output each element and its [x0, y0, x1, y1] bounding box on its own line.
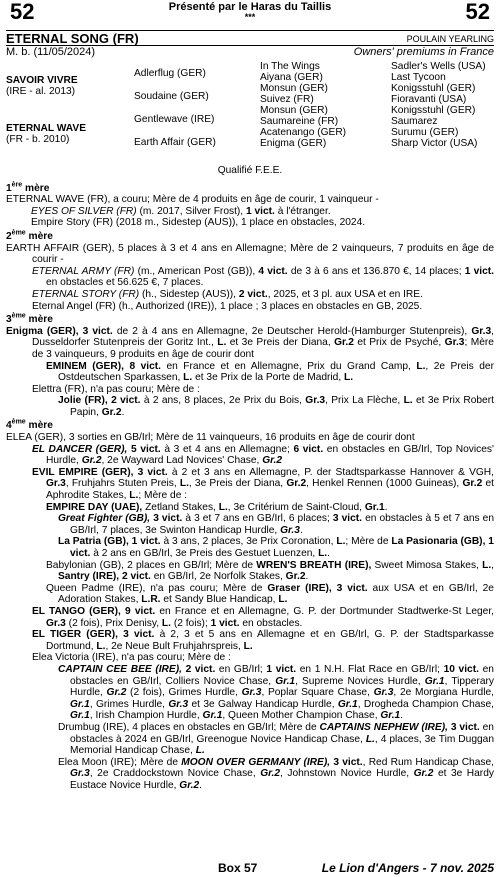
- section-title: 1ère mère: [6, 181, 50, 194]
- stars-rating: ***: [244, 12, 256, 22]
- produce-record: La Patria (GB), 1 vict. à 3 ans, 2 places, 3e Prix Coronation, L.; Mère de La Pasionaria (GB), 1 vict. à 2 ans en GB/Irl, 3e Preis des Gestuet Luenzen, L..: [58, 536, 494, 559]
- box-number: Box 57: [218, 861, 258, 875]
- produce-record: Great Fighter (GB), 3 vict. à 3 et 7 ans en GB/Irl, 6 places; 3 vict. en obstacles à 5 et 7 ans en GB/Irl, 7 places, 3e Swinton Handicap Hurdle, Gr.3.: [58, 513, 495, 536]
- pedigree-gen4: Fioravanti (USA): [391, 94, 467, 105]
- pedigree-gen4: Last Tycoon: [391, 72, 446, 83]
- produce-record: EL DANCER (GER), 5 vict. à 3 et 4 ans en Allemagne; 6 vict. en obstacles en GB/Irl, Top Novices' Hurdle, Gr.2, 2e Wayward Lad Novices' Chase, Gr.2: [32, 443, 494, 467]
- dam-detail: (FR - b. 2010): [6, 134, 70, 145]
- qualification-note: Qualifié F.E.E.: [217, 165, 283, 176]
- owners-premiums-note: Owners' premiums in France: [353, 46, 494, 58]
- pedigree-gen3: Saumareine (FR): [260, 116, 339, 127]
- pedigree-table: [6, 62, 494, 160]
- horse-description: M. b. (11/05/2024): [6, 46, 96, 58]
- section-fourth-dam: [6, 420, 494, 791]
- sire-name: SAVOIR VIVRE: [6, 75, 78, 86]
- dam-record: ETERNAL WAVE (FR), a couru; Mère de 4 produits en âge de courir, 1 vainqueur -: [6, 194, 379, 206]
- produce-record: Empire Story (FR) (2018 m., Sidestep (AUS)), 1 place en obstacles, 2024.: [31, 217, 366, 229]
- produce-record: EL TANGO (GER), 9 vict. en France et en Allemagne, G. P. der Dortmunder Stadtwerke-St Leger, Gr.3 (2 fois), Prix Denisy, L. (2 fois); 1 vict. en obstacles.: [32, 605, 494, 629]
- pedigree-gen4: Surumu (GER): [391, 127, 459, 138]
- produce-record: Elea Moon (IRE); Mère de MOON OVER GERMANY (IRE), 3 vict., Red Rum Handicap Chase, Gr.3, 2e Craddockstown Novice Chase, Gr.2, Johnstown Novice Hurdle, Gr.2 et 3e Hardy Eustace Novice Hurdle, Gr.2.: [58, 756, 494, 791]
- produce-record: Queen Padme (IRE), n'a pas couru; Mère de Graser (IRE), 3 vict. aux USA et en GB/Irl, 2e Adoration Stakes, L.R. et Sandy Blue Handicap, L.: [46, 582, 494, 606]
- pedigree-gen3: Acatenango (GER): [260, 127, 347, 138]
- dam-record: ELEA (GER), 3 sorties en GB/Irl; Mère de 11 vainqueurs, 16 produits en âge de courir dont: [6, 432, 415, 444]
- pedigree-gen3: Enigma (GER): [260, 138, 327, 149]
- pedigree-gen2: Adlerflug (GER): [134, 68, 206, 79]
- presenter-line: Présenté par le Haras du Taillis: [168, 1, 332, 13]
- produce-record: ETERNAL STORY (FR) (h., Sidestep (AUS)), 2 vict., 2025, et 3 pl. aux USA et en IRE.: [32, 288, 423, 300]
- section-first-dam: [6, 183, 494, 229]
- pedigree-gen4: Konigsstuhl (GER): [391, 83, 476, 94]
- produce-record: Elea Victoria (IRE), n'a pas couru; Mère de :: [32, 652, 231, 664]
- pedigree-gen4: Konigsstuhl (GER): [391, 105, 476, 116]
- dam-record: EARTH AFFAIR (GER), 5 places à 3 et 4 ans en Allemagne; Mère de 2 vainqueurs, 7 produits en âge de courir -: [6, 242, 494, 266]
- catalogue-page: [6, 2, 494, 793]
- produce-record: Elettra (FR), n'a pas couru; Mère de :: [32, 383, 200, 395]
- produce-record: EYES OF SILVER (FR) (m. 2017, Silver Frost), 1 vict. à l'étranger.: [31, 205, 331, 217]
- horse-title-bar: [6, 30, 494, 56]
- produce-record: Enigma (GER), 3 vict. de 2 à 4 ans en Allemagne, 2e Deutscher Herold-(Hamburger Stutenpreis), Gr.3, Dusseldorfer Stutenpreis der Goritz Int., L. et 3e Preis der Diana, Gr.2 et Prix de Psyché, Gr.3; Mère de 3 vainqueurs, 9 produits en âge de courir dont: [6, 325, 494, 360]
- section-title: 2ème mère: [6, 229, 53, 242]
- produce-record: Babylonian (GB), 2 places en GB/Irl; Mère de WREN'S BREATH (IRE), Sweet Mimosa Stakes, L., Santry (IRE), 2 vict. en GB/Irl, 2e Norfolk Stakes, Gr.2.: [46, 559, 494, 583]
- pedigree-gen3: Aiyana (GER): [260, 72, 323, 83]
- pedigree-gen4: Sadler's Wells (USA): [391, 61, 486, 72]
- pedigree-gen2: Earth Affair (GER): [134, 137, 216, 148]
- produce-record: Eternal Angel (FR) (h., Authorized (IRE)), 1 place ; 3 places en obstacles en GB, 2025.: [32, 300, 423, 312]
- section-second-dam: [6, 231, 494, 312]
- horse-category: POULAIN YEARLING: [406, 34, 494, 44]
- lot-number-left: 52: [10, 0, 35, 24]
- produce-record: CAPTAIN CEE BEE (IRE), 2 vict. en GB/Irl; 1 vict. en 1 N.H. Flat Race en GB/Irl; 10 vict. en obstacles en GB/Irl, Colliers Novice Chase, Gr.1, Supreme Novices Hurdle, Gr.1, Tipperary Hurdle, Gr.2 (2 fois), Grimes Hurdle, Gr.3, Poplar Square Chase, Gr.3, 2e Morgiana Hurdle, Gr.1, Grimes Hurdle, Gr.3 et 3e Galway Handicap Hurdle, Gr.1, Drogheda Champion Chase, Gr.1, Irish Champion Hurdle, Gr.1, Queen Mother Champion Chase, Gr.1.: [58, 663, 494, 722]
- dam-name: ETERNAL WAVE: [6, 123, 86, 134]
- page-footer: [0, 861, 494, 875]
- produce-record: EL TIGER (GER), 3 vict. à 2, 3 et 5 ans en Allemagne et en GB/Irl, G. P. der Stadtsparkasse Dortmund, L., 2e Neue Bult Fruhjahrspreis, L.: [32, 629, 494, 652]
- section-title: 4ème mère: [6, 419, 53, 432]
- horse-name: ETERNAL SONG (FR): [6, 31, 139, 46]
- produce-record: EVIL EMPIRE (GER), 3 vict. à 2 et 3 ans en Allemagne, P. der Stadtsparkasse Hannover & VGH, Gr.3, Fruhjahrs Stuten Preis, L., 3e Preis der Diana, Gr.2, Henkel Rennen (1000 Guineas), Gr.2 et Aphrodite Stakes, L.; Mère de :: [32, 466, 494, 502]
- pedigree-gen3: Monsun (GER): [260, 105, 328, 116]
- pedigree-gen3: Monsun (GER): [260, 83, 328, 94]
- produce-record: Drumbug (IRE), 4 places en obstacles en GB/Irl; Mère de CAPTAINS NEPHEW (IRE), 3 vict. en obstacles à 2024 en GB/Irl, Greenogue Novice Handicap Chase, L., 4 places, 3e Tim Duggan Memorial Handicap Chase, L.: [58, 721, 494, 757]
- produce-record: EMPIRE DAY (UAE), Zetland Stakes, L., 3e Critérium de Saint-Cloud, Gr.1.: [46, 501, 388, 513]
- lot-number-right: 52: [465, 0, 490, 24]
- pedigree-gen3: In The Wings: [260, 61, 320, 72]
- pedigree-gen4: Saumarez: [391, 116, 438, 127]
- sire-detail: (IRE - al. 2013): [6, 86, 76, 97]
- produce-record: Jolie (FR), 2 vict. à 2 ans, 8 places, 2e Prix du Bois, Gr.3, Prix La Flèche, L. et 3e Prix Robert Papin, Gr.2.: [58, 395, 494, 418]
- page-header: [6, 2, 494, 26]
- produce-record: ETERNAL ARMY (FR) (m., American Post (GB)), 4 vict. de 3 à 6 ans et 136.870 €, 14 places; 1 vict. en obstacles et 56.625 €, 7 places.: [32, 265, 494, 289]
- section-third-dam: [6, 314, 494, 418]
- pedigree-gen4: Sharp Victor (USA): [391, 138, 478, 149]
- pedigree-gen2: Soudaine (GER): [134, 91, 209, 102]
- pedigree-gen2: Gentlewave (IRE): [134, 114, 215, 125]
- pedigree-gen3: Suivez (FR): [260, 94, 314, 105]
- sale-venue-date: Le Lion d'Angers - 7 nov. 2025: [321, 861, 494, 875]
- section-title: 3ème mère: [6, 312, 53, 326]
- produce-record: EMINEM (GER), 8 vict. en France et en Allemagne, Prix du Grand Camp, L., 2e Preis der Ostdeutschen Sparkassen, L. et 3e Prix de la Porte de Madrid, L.: [46, 360, 494, 384]
